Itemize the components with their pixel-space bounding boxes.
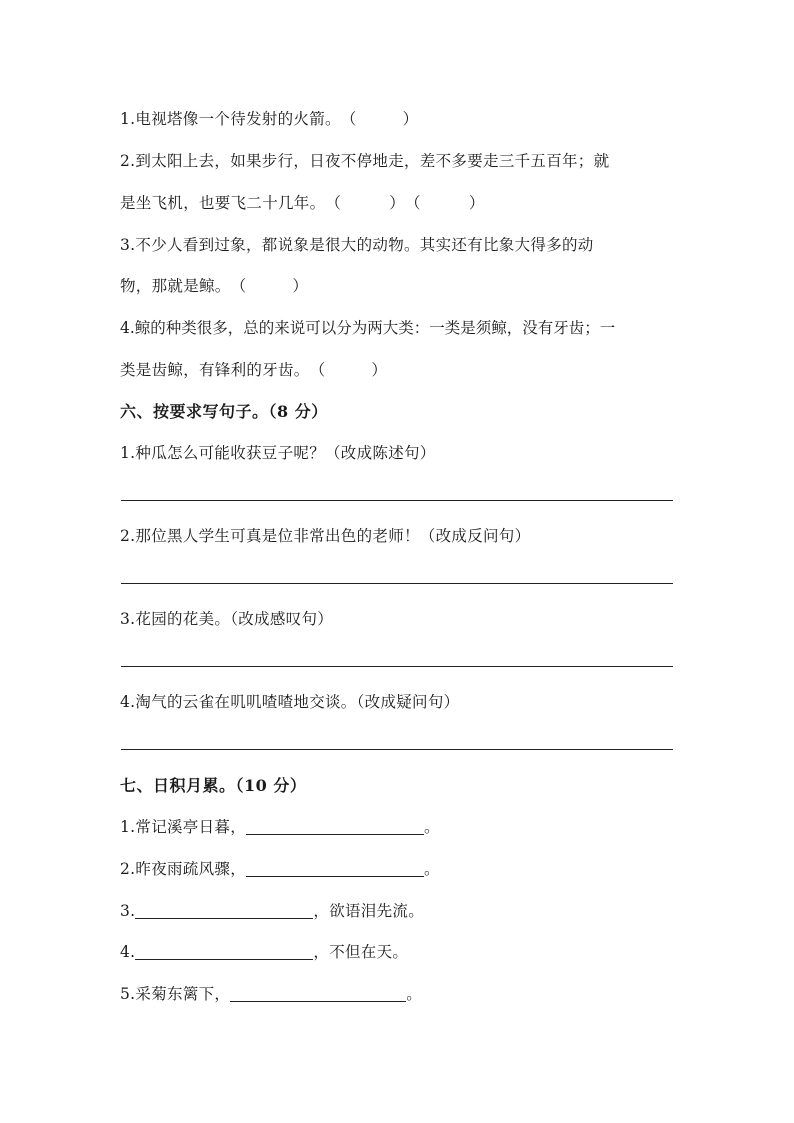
recite-item-3: 3. ，欲语泪先流。	[120, 902, 424, 920]
question-3-line-1: 3.不少人看到过象，都说象是很大的动物。其实还有比象大得多的动	[120, 236, 594, 254]
recite-item-4: 4. ，不但在天。	[120, 943, 409, 961]
answer-blank[interactable]: （ ）	[405, 194, 485, 212]
question-4-line-1: 4.鲸的种类很多，总的来说可以分为两大类：一类是须鲸，没有牙齿；一	[120, 319, 616, 337]
answer-line[interactable]	[121, 666, 673, 667]
question-1	[120, 107, 418, 129]
answer-blank[interactable]: （ ）	[230, 277, 309, 295]
section-7-heading: 七、日积月累。（10 分）	[120, 776, 307, 795]
question-2-line-1: 2.到太阳上去，如果步行，日夜不停地走，差不多要走三千五百年；就	[120, 152, 610, 170]
fill-blank[interactable]	[246, 862, 424, 877]
rewrite-item-1: 1.种瓜怎么可能收获豆子呢？（改成陈述句）	[120, 444, 436, 462]
answer-line[interactable]	[121, 749, 673, 750]
recite-item-5: 5.采菊东篱下， 。	[120, 985, 423, 1003]
fill-blank[interactable]	[230, 987, 406, 1002]
fill-blank[interactable]	[135, 945, 313, 960]
rewrite-item-4: 4.淘气的云雀在叽叽喳喳地交谈。（改成疑问句）	[120, 693, 460, 711]
answer-blank[interactable]: （ ）	[340, 110, 419, 128]
answer-blank[interactable]: （ ）	[309, 361, 388, 379]
answer-blank[interactable]: （ ）	[325, 194, 406, 212]
rewrite-item-3: 3.花园的花美。（改成感叹句）	[120, 610, 334, 628]
fill-blank[interactable]	[246, 820, 424, 835]
answer-line[interactable]	[121, 500, 673, 501]
question-4-line-2: 类是齿鲸，有锋利的牙齿。（ ）	[120, 358, 387, 380]
fill-blank[interactable]	[135, 904, 313, 919]
answer-line[interactable]	[121, 583, 673, 584]
recite-item-2: 2.昨夜雨疏风骤， 。	[120, 860, 440, 878]
question-2-line-2: 是坐飞机，也要飞二十几年。（ ）（ ）	[120, 191, 485, 213]
section-6-heading: 六、按要求写句子。（8 分）	[120, 402, 328, 421]
rewrite-item-2: 2.那位黑人学生可真是位非常出色的老师！（改成反问句）	[120, 527, 531, 545]
question-text: 1.电视塔像一个待发射的火箭。	[120, 110, 341, 128]
question-3-line-2: 物，那就是鲸。（ ）	[120, 274, 308, 296]
recite-item-1: 1.常记溪亭日暮， 。	[120, 818, 440, 836]
